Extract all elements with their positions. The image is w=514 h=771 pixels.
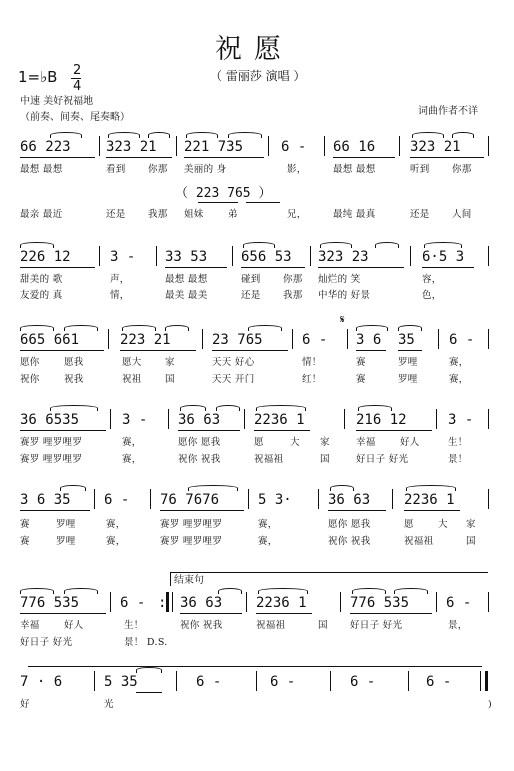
slur [258, 588, 308, 594]
barline [292, 329, 293, 349]
measure: 3 6 [356, 332, 382, 348]
slur [20, 588, 54, 594]
beam [198, 202, 238, 203]
measure: 323 23 [318, 249, 369, 265]
slur [218, 588, 242, 594]
beam [333, 157, 395, 158]
beam [422, 267, 474, 268]
lyric: 赛 [356, 357, 366, 368]
lyric: 赛 [20, 519, 30, 530]
lyric: 美丽的 身 [184, 164, 227, 175]
measure: 3 - [448, 412, 474, 428]
lyric: 兄， [287, 209, 307, 220]
segno-sign: 𝄋 [340, 313, 345, 326]
lyric: 赛， [449, 374, 469, 385]
slur [50, 132, 82, 138]
lyric: 赛， [258, 519, 278, 530]
barline [347, 329, 348, 349]
measure: 2236 1 [404, 492, 455, 508]
lyric: 赛， [122, 454, 142, 465]
beam [350, 613, 432, 614]
slur [452, 132, 474, 138]
barline [176, 136, 177, 156]
barline [436, 592, 437, 612]
slur [375, 242, 399, 248]
lyric: 景！ D.S. [124, 637, 168, 648]
lyric: 色， [422, 290, 442, 301]
lyric: 最纯 最真 [333, 209, 376, 220]
lyric: 愿大 [122, 357, 142, 368]
lyric: 愿你 愿我 [178, 437, 221, 448]
slur [330, 485, 354, 491]
lyric: 碰到 [241, 274, 261, 285]
lyric: 愿 [404, 519, 414, 530]
beam [120, 350, 196, 351]
lyric: 情， [110, 290, 130, 301]
beam [356, 350, 386, 351]
lyric: 祝福祖 [404, 536, 434, 547]
lyric: 最美 最美 [165, 290, 208, 301]
barline [480, 671, 481, 691]
lyric: 祝你 祝我 [328, 536, 371, 547]
lyric: 好人 [64, 620, 84, 631]
lyric: 赛， [258, 536, 278, 547]
barline [110, 592, 111, 612]
lyric: 国 [320, 454, 330, 465]
lyric: 赛， [106, 536, 126, 547]
slur [424, 242, 462, 248]
measure: 221 735 [184, 139, 244, 155]
measure: 3 - [122, 412, 148, 428]
barline [99, 136, 100, 156]
barline [438, 329, 439, 349]
beam [404, 510, 460, 511]
lyric: 大 [438, 519, 448, 530]
lyric: 祝你 [20, 374, 40, 385]
key-signature: 1=♭B [18, 68, 58, 86]
lyric: 生！ [448, 437, 468, 448]
beam [410, 157, 484, 158]
slur [64, 588, 98, 594]
barline [488, 409, 489, 429]
measure: 3 6 35 [20, 492, 71, 508]
beam [328, 510, 386, 511]
measure: 216 12 [356, 412, 407, 428]
measure: 323 21 [106, 139, 157, 155]
slur [186, 132, 218, 138]
barline [488, 592, 489, 612]
measure: 6 - [350, 674, 376, 690]
beam [356, 430, 432, 431]
lyric: 看到 [106, 164, 126, 175]
lyric: 还是 [106, 209, 126, 220]
lyric: 友爱的 真 [20, 290, 63, 301]
lyric: 最想 最想 [20, 164, 63, 175]
lyric: 声， [110, 274, 130, 285]
slur [356, 325, 388, 331]
lyric: 景！ [448, 454, 468, 465]
slur [216, 405, 240, 411]
slur [228, 132, 262, 138]
lyric: 罗哩 [56, 536, 76, 547]
slur [165, 325, 189, 331]
barline [150, 489, 151, 509]
barline [202, 329, 203, 349]
barline [256, 671, 257, 691]
lyric: 天天 好心 [212, 357, 255, 368]
beam [398, 350, 422, 351]
beam [20, 350, 104, 351]
lyric: 天天 开门 [212, 374, 255, 385]
lyric: 祝我 [64, 374, 84, 385]
beam [20, 157, 95, 158]
measure: 2236 1 [256, 595, 307, 611]
beam [136, 692, 162, 693]
measure: 776 535 [350, 595, 410, 611]
lyric: 甜美的 歌 [20, 274, 63, 285]
lyric: 赛， [449, 357, 469, 368]
barline [248, 489, 249, 509]
beam [20, 510, 90, 511]
ending-bracket-tick [170, 572, 171, 586]
lyric: ) [488, 699, 493, 710]
measure: 6 - [281, 139, 307, 155]
ending-bracket-line [170, 572, 488, 573]
lyric: 愿我 [64, 357, 84, 368]
lyric: 赛 [356, 374, 366, 385]
lyric: 赛 [20, 536, 30, 547]
lyric: 幸福 [20, 620, 40, 631]
measure: 226 12 [20, 249, 71, 265]
barline [340, 592, 341, 612]
beam [20, 267, 95, 268]
measure: 2236 1 [254, 412, 305, 428]
measure: 7 · 6 [20, 674, 63, 690]
measure: 36 6535 [20, 412, 80, 428]
lyric: 弟 [228, 209, 238, 220]
barline [99, 246, 100, 266]
measure: 5 3· [258, 492, 292, 508]
slur [20, 325, 54, 331]
measure: 36 63 [180, 595, 223, 611]
lyric: 赛罗 哩罗哩罗 [20, 454, 83, 465]
lyric: 赛罗 哩罗哩罗 [20, 437, 83, 448]
lyric: 我那 [283, 290, 303, 301]
barline [408, 671, 409, 691]
measure: 6 - [104, 492, 130, 508]
beam [184, 157, 264, 158]
measure: 33 53 [165, 249, 208, 265]
lyric: 你那 [452, 164, 472, 175]
measure: 6 - [449, 332, 475, 348]
measure: 6 - [120, 595, 146, 611]
lyric: 生！ [124, 620, 144, 631]
lyric: 你那 [148, 164, 168, 175]
lyric: 愿你 [20, 357, 40, 368]
slur [50, 405, 98, 411]
lyric: 祝你 祝我 [180, 620, 223, 631]
beam [160, 510, 244, 511]
measure: 665 661 [20, 332, 80, 348]
interlude-notes: （ 223 765 ） [175, 186, 272, 201]
lyric: 光 [104, 699, 114, 710]
arrangement-note: （前奏、间奏、尾奏略） [20, 112, 130, 123]
lyric: 祝福祖 [254, 454, 284, 465]
credit-label: 词曲作者不详 [418, 106, 478, 117]
beam [256, 613, 312, 614]
slur [60, 485, 86, 491]
lyric: 红！ [302, 374, 322, 385]
lyric: 最亲 最近 [20, 209, 63, 220]
ending-section-label: 结束句 [174, 575, 204, 586]
lyric: 灿烂的 笑 [318, 274, 361, 285]
lyric: 最想 最想 [333, 164, 376, 175]
measure: 3 - [110, 249, 136, 265]
barline [488, 489, 489, 509]
lyric: 我那 [148, 209, 168, 220]
measure: 6 - [196, 674, 222, 690]
barline [156, 246, 157, 266]
tempo-marking: 中速 美好祝福地 [20, 96, 94, 107]
lyric: 愿 [254, 437, 264, 448]
lyric: 幸福 [356, 437, 376, 448]
lyric: 好日子 好光 [356, 454, 409, 465]
measure: 323 21 [410, 139, 461, 155]
barline [488, 246, 489, 266]
beam [212, 350, 288, 351]
beam [241, 267, 305, 268]
repeat-barline [166, 592, 169, 612]
barline [344, 409, 345, 429]
barline [176, 671, 177, 691]
lyric: 你那 [283, 274, 303, 285]
measure: 6·5 3 [422, 249, 465, 265]
slur [398, 325, 422, 331]
beam [165, 267, 227, 268]
lyric: 好日子 好光 [350, 620, 403, 631]
measure: 76 7676 [160, 492, 220, 508]
barline [108, 329, 109, 349]
lyric: 国 [318, 620, 328, 631]
lyric: 罗哩 [56, 519, 76, 530]
lyric: 祝你 祝我 [178, 454, 221, 465]
measure: 6 - [446, 595, 472, 611]
barline [436, 409, 437, 429]
slur [412, 132, 444, 138]
barline [399, 136, 400, 156]
measure: 776 535 [20, 595, 80, 611]
slur [243, 242, 275, 248]
lyric: 赛罗 哩罗哩罗 [160, 519, 223, 530]
lyric: 好日子 好光 [20, 637, 73, 648]
measure: 656 53 [241, 249, 292, 265]
lyric: 祝祖 [122, 374, 142, 385]
measure: 6 - [302, 332, 328, 348]
barline [392, 489, 393, 509]
barline [488, 136, 489, 156]
barline [330, 671, 331, 691]
measure: 66 223 [20, 139, 71, 155]
meter-top: 2 [73, 63, 82, 78]
lyric: 愿你 愿我 [328, 519, 371, 530]
lyric: 容， [422, 274, 442, 285]
beam [20, 613, 106, 614]
barline [310, 246, 311, 266]
performer-label: （ 雷丽莎 演唱 ） [210, 69, 306, 83]
lyric: 家 [466, 519, 476, 530]
lyric: 赛， [122, 437, 142, 448]
measure: 223 21 [120, 332, 171, 348]
barline [246, 592, 247, 612]
measure: 6 - [426, 674, 452, 690]
lyric: 家 [165, 357, 175, 368]
barline [110, 409, 111, 429]
beam [246, 202, 280, 203]
lyric: 姐妹 [184, 209, 204, 220]
lyric: 影， [287, 164, 307, 175]
lyric: 好人 [400, 437, 420, 448]
slur [64, 325, 98, 331]
beam [20, 430, 106, 431]
lyric: 赛罗 哩罗哩罗 [160, 536, 223, 547]
barline [94, 671, 95, 691]
lyric: 罗哩 [398, 374, 418, 385]
slur [148, 132, 170, 138]
slur [406, 485, 456, 491]
lyric: 罗哩 [398, 357, 418, 368]
barline [410, 246, 411, 266]
lyric: 大 [290, 437, 300, 448]
lyric: 人间 [452, 209, 472, 220]
barline [324, 136, 325, 156]
lyric: 还是 [410, 209, 430, 220]
song-title: 祝愿 [215, 34, 293, 65]
lyric: 最想 最想 [165, 274, 208, 285]
slur [394, 588, 428, 594]
measure: 23 765 [212, 332, 263, 348]
measure: 5 35 [104, 674, 138, 690]
measure: 6 - [270, 674, 296, 690]
slur [188, 485, 238, 491]
beam [106, 157, 172, 158]
slur [122, 325, 156, 331]
beam [254, 430, 310, 431]
slur [108, 132, 140, 138]
lyric: 国 [466, 536, 476, 547]
lyric: 祝福祖 [256, 620, 286, 631]
slur [248, 325, 282, 331]
beam [178, 430, 240, 431]
lyric: 听到 [410, 164, 430, 175]
measure: 36 63 [178, 412, 221, 428]
lyric: 景， [448, 620, 468, 631]
lyric: 家 [320, 437, 330, 448]
lyric: 好 [20, 699, 30, 710]
repeat-sign: : [158, 595, 167, 611]
lyric: 赛， [106, 519, 126, 530]
slur [352, 588, 386, 594]
lyric: 还是 [241, 290, 261, 301]
lyric: 国 [165, 374, 175, 385]
measure: 66 16 [333, 139, 376, 155]
measure: 35 [398, 332, 415, 348]
barline [94, 489, 95, 509]
barline [488, 329, 489, 349]
tie-line [28, 666, 482, 667]
barline [318, 489, 319, 509]
lyric: 情！ [302, 357, 322, 368]
slur [320, 242, 352, 248]
barline [268, 136, 269, 156]
slur [256, 405, 306, 411]
slur [180, 405, 206, 411]
final-barline [485, 671, 488, 691]
slur [136, 667, 162, 673]
measure: 36 63 [328, 492, 371, 508]
barline [232, 246, 233, 266]
barline [172, 592, 173, 612]
beam [180, 613, 242, 614]
beam [318, 267, 404, 268]
barline [244, 409, 245, 429]
slur [358, 405, 392, 411]
slur [20, 242, 54, 248]
meter-bottom: 4 [73, 79, 82, 94]
lyric: 中华的 好景 [318, 290, 371, 301]
barline [168, 409, 169, 429]
